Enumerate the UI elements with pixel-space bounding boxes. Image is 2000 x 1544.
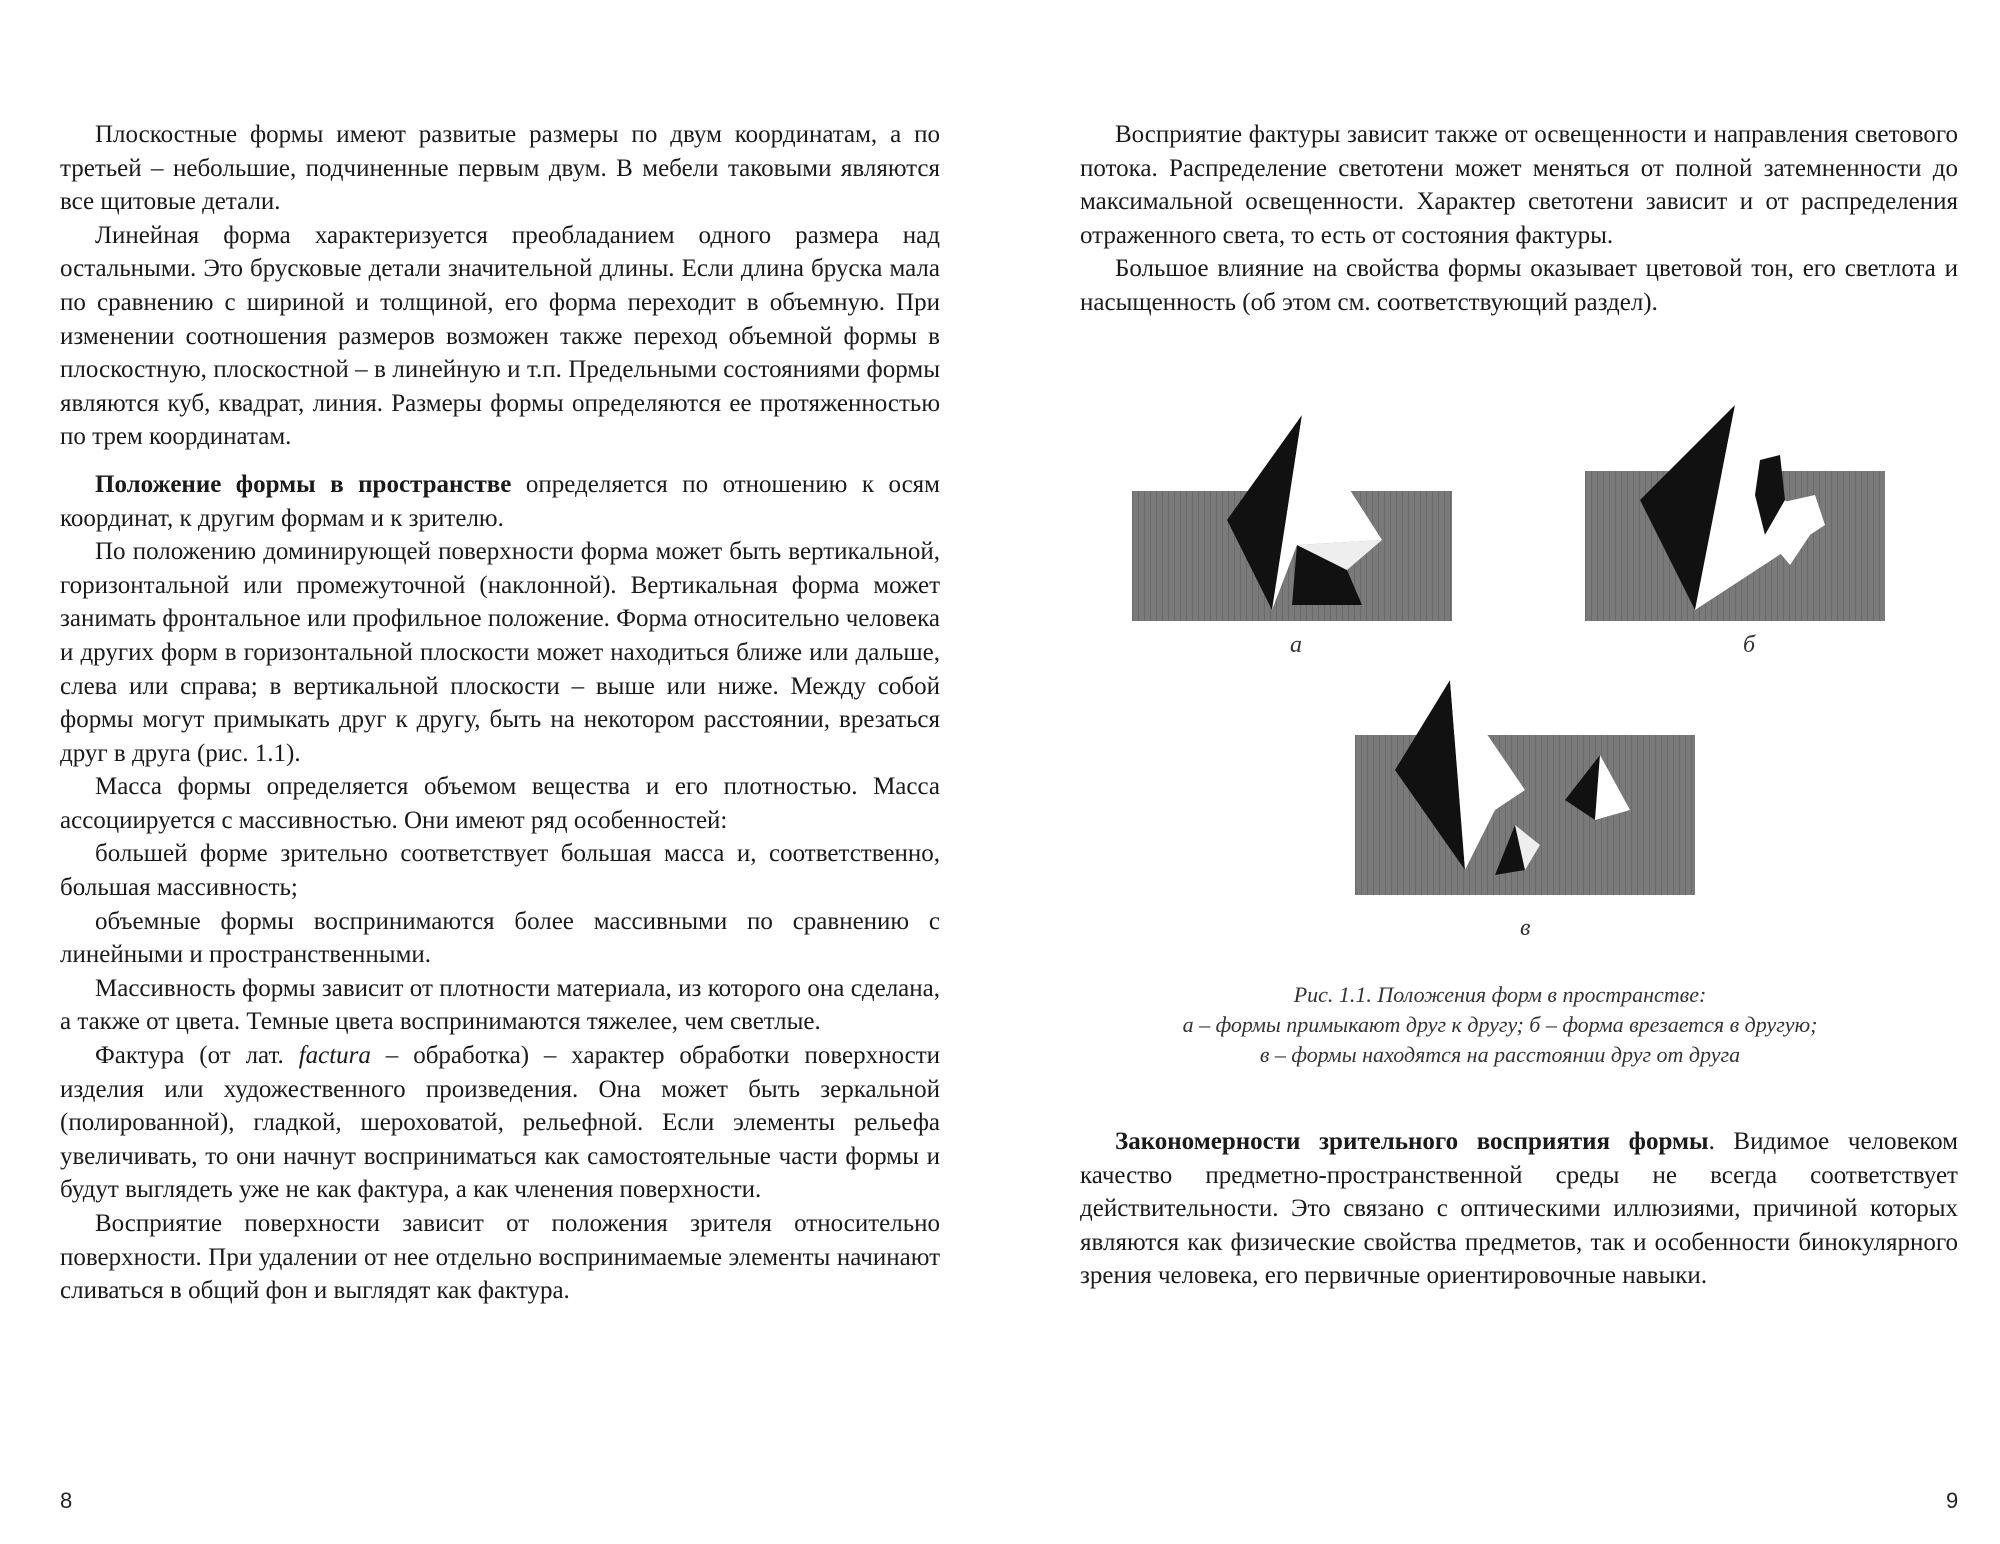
panel-v-illustration [1355, 670, 1695, 900]
paragraph-position-in-space [60, 468, 940, 535]
paragraph-surface-perception: Восприятие поверхности зависит от положения зрителя относительно поверхности. При удалении от нее отдельно воспринимаемые элементы начинают сливаться в общий фон и выглядят как фактура. [60, 1210, 940, 1305]
page-number-right: 9 [1946, 1488, 1959, 1513]
position-text: определяется по отношению к осям координат, к другим формам и к зрителю. [60, 470, 940, 532]
paragraph-dominant-surface: По положению доминирующей поверхности форма может быть вертикальной, горизонтальной или промежуточной (наклонной). Вертикальная форма может занимать фронтальное или профильное положение. Форма относительно человека и других форм в горизонтальной плоскости может находиться ближе или дальше, слева или справа; в вертикальной плоскости – выше или ниже. Между собой формы могут примыкать друг к другу, быть на некотором расстоянии, врезаться друг в друга (рис. 1.1). [60, 538, 940, 767]
figure-panel-v [1355, 670, 1695, 900]
page-number-left: 8 [60, 1488, 73, 1513]
figure-panel-b [1585, 405, 1885, 645]
figure-label-v: в [1520, 915, 1531, 941]
paragraph-factura: Фактура (от лат. factura – обработка) – характер обработки поверхности изделия или художественного произведения. Она может быть зеркальной (полированной), гладкой, шероховатой, рельефной. Если элементы рельефа увеличивать, то они начнут восприниматься как самостоятельные части формы и будут выглядеть уже не как фактура, а как членения поверхности. [60, 1042, 940, 1204]
paragraph-visual-perception [1080, 1125, 1958, 1293]
panel-b-illustration [1585, 405, 1885, 645]
paragraph-planar-forms: Плоскостные формы имеют развитые размеры по двум координатам, а по третьей – небольшие, подчиненные первым двум. В мебели таковыми являются все щитовые детали. [60, 121, 940, 216]
paragraph-factura-perception: Восприятие фактуры зависит также от освещенности и направления светового потока. Распределение светотени может меняться от полной затемненности до максимальной освещенности. Характер светотени зависит и от распределения отраженного света, то есть от состояния фактуры. [1080, 121, 1958, 249]
paragraph-mass: Масса формы определяется объемом вещества и его плотностью. Масса ассоциируется с массивностью. Они имеют ряд особенностей: [60, 773, 940, 834]
right-text-column-bottom [1080, 1125, 1958, 1293]
caption-line-1: Рис. 1.1. Положения форм в пространстве: [1293, 982, 1707, 1007]
figure-panel-a [1132, 405, 1452, 645]
latin-term: factura [298, 1042, 371, 1070]
paragraph-linear-form: Линейная форма характеризуется преобладанием одного размера над остальными. Это брусковые детали значительной длины. Если длина бруска мала по сравнению с шириной и толщиной, его форма переходит в объемную. При изменении соотношения размеров возможен также переход объемной формы в плоскостную, плоскостной – в линейную и т.п. Предельными состояниями формы являются куб, квадрат, линия. Размеры формы определяются ее протяженностью по трем координатам. [60, 221, 940, 451]
panel-a-illustration [1132, 405, 1452, 645]
figure-1-1 [1000, 0, 2000, 1100]
left-text-column [60, 118, 940, 1308]
paragraph-color-influence: Большое влияние на свойства формы оказывает цветовой тон, его светлота и насыщенность (об этом см. соответствующий раздел). [1080, 255, 1958, 316]
right-page [1000, 0, 2000, 1544]
paragraph-mass-item-2: объемные формы воспринимаются более массивными по сравнению с линейными и пространственными. [60, 907, 940, 969]
paragraph-mass-item-1: большей форме зрительно соответствует большая масса и, соответственно, большая массивность; [60, 840, 940, 902]
figure-label-b: б [1743, 632, 1756, 658]
visual-perception-text: . Видимое человеком качество предметно-пространственной среды не всегда соответствует действительности. Это связано с оптическими иллюзиями, причиной которых являются как физические свойства предметов, так и особенности бинокулярного зрения человека, его первичные ориентировочные навыки. [1080, 1128, 1958, 1290]
figure-label-a: а [1290, 632, 1302, 658]
heading-position-in-space: Положение формы в пространстве [95, 470, 512, 498]
paragraph-massiveness: Массивность формы зависит от плотности материала, из которого она сделана, а также от цвета. Темные цвета воспринимаются тяжелее, чем светлые. [60, 974, 940, 1036]
caption-line-3: в – формы находятся на расстоянии друг от друга [1259, 1042, 1741, 1067]
figure-caption [1060, 980, 1940, 1070]
caption-line-2: а – формы примыкают друг к другу; б – форма врезается в другую; [1182, 1012, 1818, 1037]
heading-visual-perception: Закономерности зрительного восприятия формы [1115, 1128, 1709, 1155]
